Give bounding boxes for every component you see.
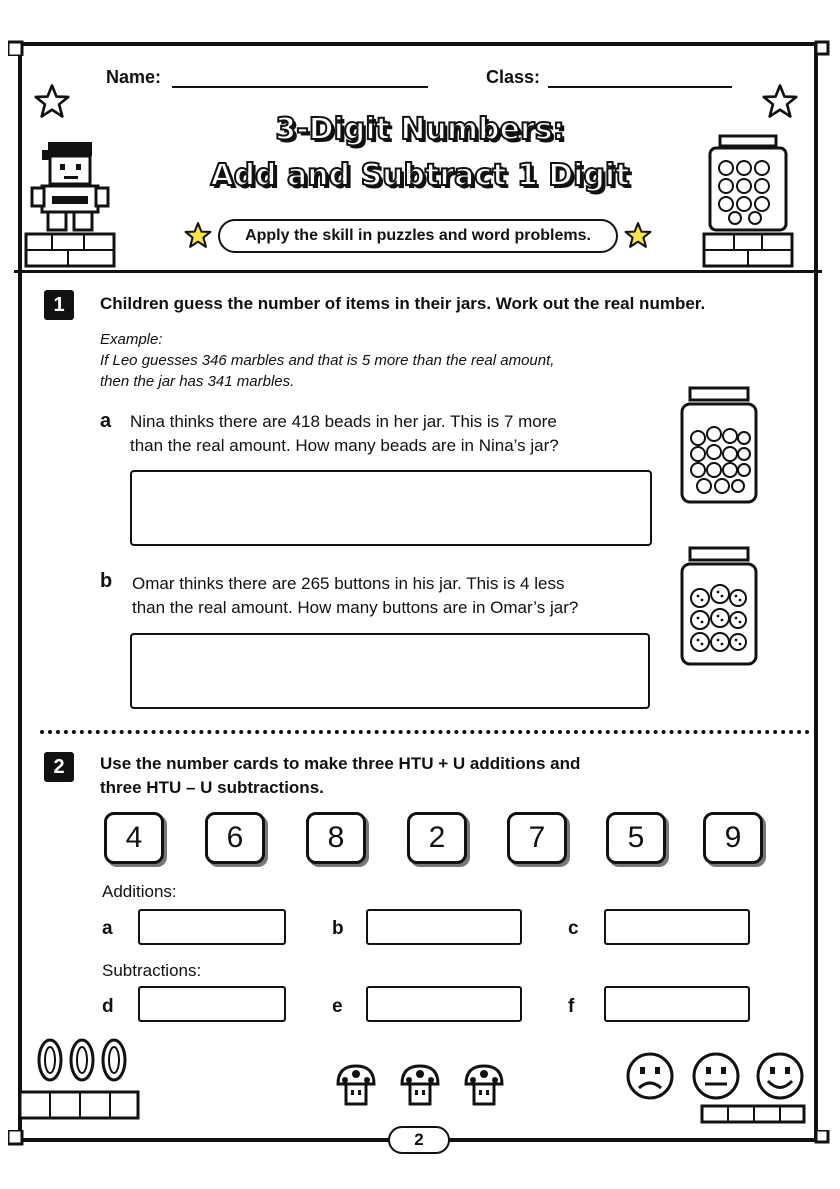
- example-line-2: then the jar has 341 marbles.: [100, 373, 295, 390]
- addition-c-box[interactable]: [604, 909, 750, 945]
- page-number: 2: [388, 1126, 450, 1154]
- part-a-line-1: Nina thinks there are 418 beads in her jar. This is 7 more: [130, 412, 557, 431]
- neutral-face-icon[interactable]: [690, 1050, 742, 1102]
- number-card: 6: [205, 812, 265, 864]
- part-b-line-1: Omar thinks there are 265 buttons in his jar. This is 4 less: [132, 574, 565, 593]
- addition-a-box[interactable]: [138, 909, 286, 945]
- example-label: Example:: [100, 331, 163, 348]
- name-field[interactable]: [172, 86, 428, 88]
- pixel-boy-icon: [22, 138, 118, 270]
- star-icon: [624, 222, 652, 248]
- number-card: 9: [703, 812, 763, 864]
- header-divider: [14, 270, 822, 273]
- answer-box-a[interactable]: [130, 470, 652, 546]
- mushroom-icon: [398, 1062, 442, 1108]
- jar-icon: [700, 134, 796, 270]
- addition-a-letter: a: [102, 918, 113, 939]
- corner-decoration: [808, 1130, 830, 1152]
- class-label: Class:: [486, 67, 541, 87]
- part-b-letter: b: [100, 570, 113, 592]
- subtractions-label: Subtractions:: [102, 961, 202, 980]
- jar-icon: [676, 386, 762, 506]
- corner-decoration: [8, 34, 30, 56]
- star-icon: [34, 84, 70, 118]
- coin-icon: [18, 1034, 142, 1122]
- subtraction-e-letter: e: [332, 996, 343, 1017]
- additions-label: Additions:: [102, 882, 177, 901]
- mushroom-icon: [334, 1062, 378, 1108]
- brick-row: [700, 1104, 806, 1124]
- subtraction-f-letter: f: [568, 996, 575, 1017]
- question-1-prompt: Children guess the number of items in their jars. Work out the real number.: [100, 294, 706, 313]
- corner-decoration: [8, 1130, 30, 1152]
- example-line-1: If Leo guesses 346 marbles and that is 5 more than the real amount,: [100, 352, 555, 369]
- star-icon: [762, 84, 798, 118]
- section-divider: [40, 730, 810, 734]
- sad-face-icon[interactable]: [624, 1050, 676, 1102]
- subtraction-d-letter: d: [102, 996, 114, 1017]
- subtraction-f-box[interactable]: [604, 986, 750, 1022]
- number-card: 2: [407, 812, 467, 864]
- part-a-line-2: than the real amount. How many beads are in Nina’s jar?: [130, 436, 559, 455]
- question-2-prompt-line-1: Use the number cards to make three HTU + U additions and: [100, 754, 581, 773]
- number-card: 5: [606, 812, 666, 864]
- addition-b-box[interactable]: [366, 909, 522, 945]
- mushroom-icon: [462, 1062, 506, 1108]
- number-card: 7: [507, 812, 567, 864]
- star-icon: [184, 222, 212, 248]
- corner-decoration: [808, 34, 830, 56]
- subtraction-e-box[interactable]: [366, 986, 522, 1022]
- question-2-prompt-line-2: three HTU – U subtractions.: [100, 778, 324, 797]
- subtraction-d-box[interactable]: [138, 986, 286, 1022]
- part-a-letter: a: [100, 410, 112, 432]
- part-b-line-2: than the real amount. How many buttons are in Omar’s jar?: [132, 598, 579, 617]
- subtitle-pill: Apply the skill in puzzles and word problems.: [218, 219, 618, 253]
- answer-box-b[interactable]: [130, 633, 650, 709]
- number-card: 4: [104, 812, 164, 864]
- question-2-number: 2: [44, 752, 74, 782]
- name-label: Name:: [106, 67, 162, 87]
- addition-b-letter: b: [332, 918, 344, 939]
- page-title: 3-Digit Numbers:: [275, 112, 565, 147]
- addition-c-letter: c: [568, 918, 579, 939]
- question-1-number: 1: [44, 290, 74, 320]
- class-field[interactable]: [548, 86, 732, 88]
- number-card: 8: [306, 812, 366, 864]
- page-subtitle-title: Add and Subtract 1 Digit: [210, 158, 630, 193]
- happy-face-icon[interactable]: [754, 1050, 806, 1102]
- jar-icon: [676, 546, 762, 670]
